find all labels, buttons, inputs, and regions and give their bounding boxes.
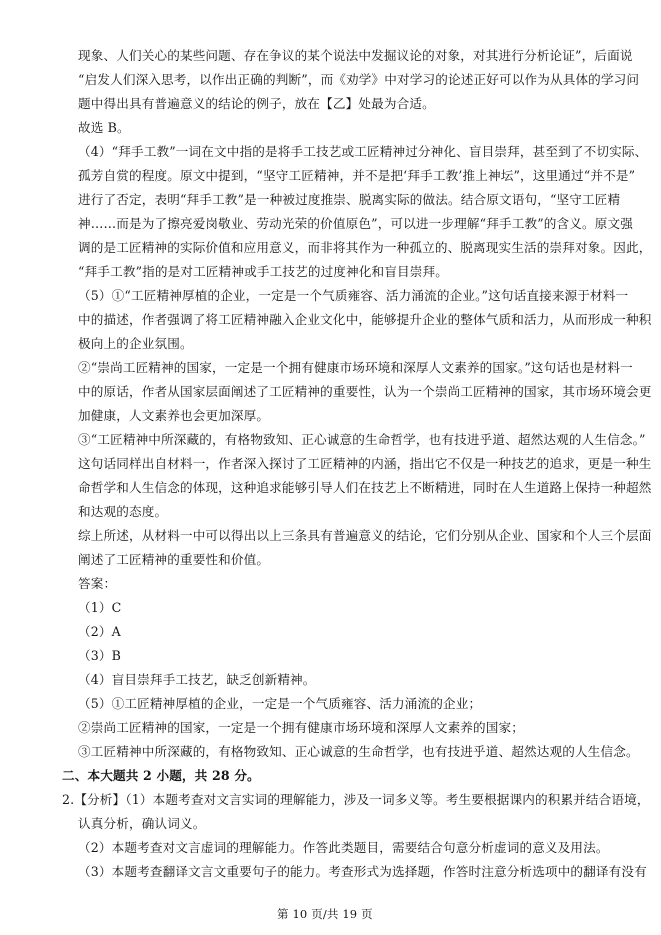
text-line: 加健康，人文素养也会更加深厚。 — [78, 408, 270, 423]
text-line: （2）本题考查对文言虚词的理解能力。作答此类题目，需要结合句意分析虚词的意义及用法。 — [78, 840, 609, 855]
text-line: （3）本题考查翻译文言文重要句子的能力。考查形式为选择题，作答时注意分析选项中的翻译有没有 — [78, 864, 647, 879]
text-line: 命哲学和人生信念的体现，这种追求能够引导人们在技艺上不断精进，同时在人生道路上保持一种超然 — [78, 480, 652, 495]
text-line: （5）①“工匠精神厚植的企业，一定是一个气质雍容、活力涌流的企业。”这句话直接来源于材料一 — [78, 288, 629, 303]
text-line: 现象、人们关心的某些问题、存在争议的某个说法中发掘议论的对象，对其进行分析论证”，后面说 — [78, 48, 633, 63]
text-line: 调的是工匠精神的实际价值和应用意义，而非将其作为一种孤立的、脱离现实生活的崇拜对象。因此， — [78, 240, 652, 255]
text-line: “启发人们深入思考，以作出正确的判断”，而《劝学》中对学习的论述正好可以作为从具体的学习问 — [78, 72, 640, 87]
answer-line: （3）B — [78, 648, 122, 663]
text-line: “拜手工教”指的是对工匠精神或手工技艺的过度神化和盲目崇拜。 — [78, 264, 449, 279]
text-line: （4）“拜手工教”一词在文中指的是将手工技艺或工匠精神过分神化、盲目崇拜，甚至到了不切实际、 — [78, 144, 648, 159]
text-line: 孤芳自赏的程度。原文中提到，“坚守工匠精神，并不是把‘拜手工教’推上神坛”，这里通过“并不是” — [78, 168, 636, 183]
text-line: 认真分析，确认词义。 — [78, 816, 206, 831]
text-line: 神……而是为了擦亮爱岗敬业、劳动光荣的价值原色”，可以进一步理解“拜手工教”的含义。原文强 — [78, 216, 634, 231]
answer-line: （1）C — [78, 600, 122, 615]
section-heading: 二、本大题共 2 小题，共 28 分。 — [62, 768, 260, 783]
text-line: 故选 B。 — [78, 120, 130, 135]
text-line: 阐述了工匠精神的重要性和价值。 — [78, 552, 270, 567]
text-line: ②“崇尚工匠精神的国家，一定是一个拥有健康市场环境和深厚人文素养的国家。”这句话也是材料一 — [78, 360, 633, 375]
text-line: 中的原话，作者从国家层面阐述了工匠精神的重要性，认为一个崇尚工匠精神的国家，其市场环境会更 — [78, 384, 652, 399]
text-line: 中的描述，作者强调了将工匠精神融入企业文化中，能够提升企业的整体气质和活力，从而形成一种积 — [78, 312, 652, 327]
text-line: 进行了否定，表明“拜手工教”是一种被过度推崇、脱离实际的做法。结合原文语句，“坚守工匠精 — [78, 192, 621, 207]
text-line: 极向上的企业氛围。 — [78, 336, 193, 351]
answer-line: （4）盲目崇拜手工技艺，缺乏创新精神。 — [78, 672, 316, 687]
answer-line: ②崇尚工匠精神的国家，一定是一个拥有健康市场环境和深厚人文素养的国家； — [78, 720, 525, 735]
page-footer: 第 10 页/共 19 页 — [277, 907, 373, 921]
text-line: 综上所述，从材料一中可以得出以上三条具有普遍意义的结论，它们分别从企业、国家和个人三个层面 — [78, 528, 652, 543]
text-line: 这句话同样出自材料一，作者深入探讨了工匠精神的内涵，指出它不仅是一种技艺的追求，更是一种生 — [78, 456, 652, 471]
text-line: ③“工匠精神中所深藏的，有格物致知、正心诚意的生命哲学，也有技进乎道、超然达观的人生信念。” — [78, 432, 646, 447]
answer-line: （2）A — [78, 624, 121, 639]
text-line: 题中得出具有普遍意义的结论的例子，放在【乙】处最为合适。 — [78, 96, 435, 111]
answer-heading: 答案： — [78, 576, 117, 591]
text-line: 2.【分析】（1）本题考查对文言实词的理解能力，涉及一词多义等。考生要根据课内的积累并结合语境， — [62, 792, 650, 807]
answer-line: ③工匠精神中所深藏的，有格物致知、正心诚意的生命哲学，也有技进乎道、超然达观的人生信念。 — [78, 744, 639, 759]
text-line: 和达观的态度。 — [78, 504, 168, 519]
answer-line: （5）①工匠精神厚植的企业，一定是一个气质雍容、活力涌流的企业； — [78, 696, 482, 711]
